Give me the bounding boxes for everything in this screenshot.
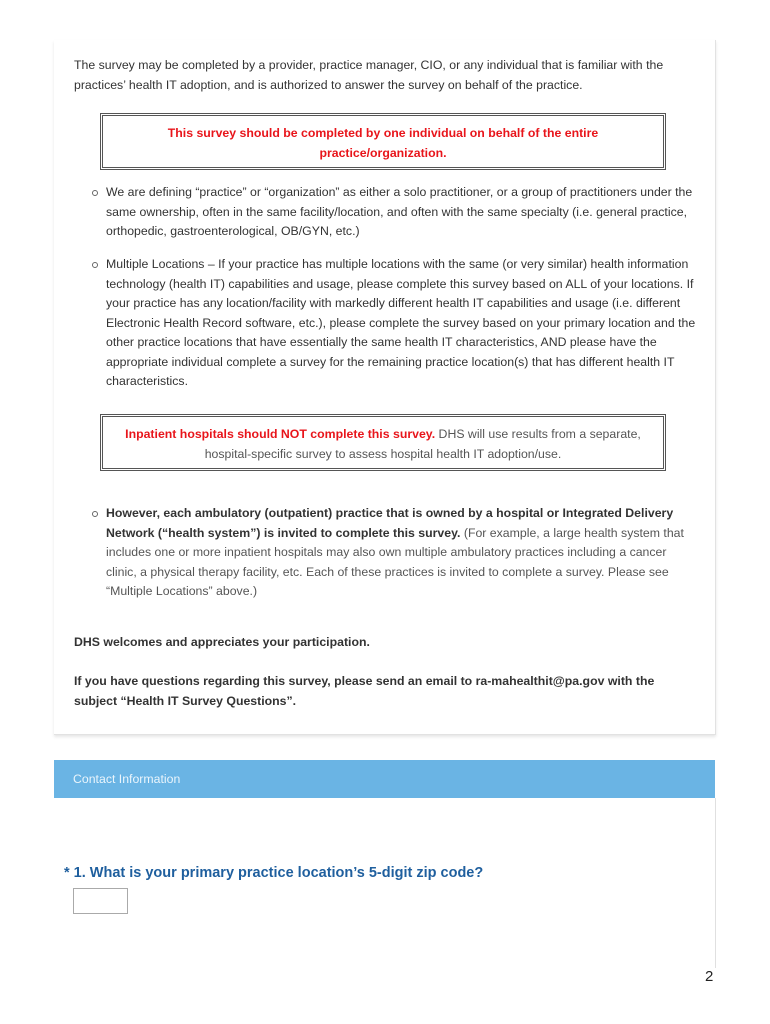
- bullet-icon: [92, 190, 98, 196]
- question-text: 1. What is your primary practice location’s 5-digit zip code?: [73, 865, 484, 881]
- bullet-text: We are defining “practice” or “organization” as either a solo practitioner, or a group of practitioners under the same ownership, often in the same facility/location, and often with the same specialty (i.e. general practice, orthopedic, gastroenterological, OB/GYN, etc.): [106, 185, 693, 238]
- bullet-ambulatory-practice: [106, 504, 700, 602]
- bullet-multiple-locations: [106, 255, 700, 392]
- inpatient-hospital-notice: [100, 414, 666, 471]
- page-number: 2: [705, 968, 714, 985]
- question-zip-code-label: [64, 863, 483, 883]
- contact-email-note: If you have questions regarding this survey, please send an email to ra-mahealthit@pa.gov with the subject “Health IT Survey Questions”.: [74, 674, 655, 708]
- bullet-strong-text: However, each ambulatory (outpatient) practice that is owned by a hospital or Integrated Delivery Network (“health system”) is invited to complete this survey.: [106, 506, 674, 540]
- notice-rest-text: DHS will use results from a separate, hospital-specific survey to assess hospital health IT adoption/use.: [204, 427, 641, 461]
- bullet-text: Multiple Locations – If your practice has multiple locations with the same (or very similar) health information technology (health IT) capabilities and usage, please complete this survey based on ALL of your locations. If your practice has any location/facility with markedly different health IT capabilities and usage (i.e. different Electronic Health Record software, etc.), please complete the survey based on your primary location and the other practice locations that have essentially the same health IT characteristics, AND please have the appropriate individual complete a survey for the remaining practice location(s) that has different health IT characteristics.: [106, 257, 696, 388]
- single-respondent-notice: This survey should be completed by one individual on behalf of the entire practice/organization.: [100, 113, 666, 170]
- required-marker: *: [64, 865, 70, 881]
- intro-card: [54, 40, 716, 735]
- intro-paragraph: The survey may be completed by a provider, practice manager, CIO, or any individual that is familiar with the practices’ health IT adoption, and is authorized to answer the survey on behalf of the practice.: [74, 58, 664, 92]
- bullet-icon: [92, 262, 98, 268]
- notice-strong-text: Inpatient hospitals should NOT complete this survey.: [125, 427, 436, 441]
- bullet-rest-text: (For example, a large health system that includes one or more inpatient hospitals may also own multiple ambulatory practices including a cancer clinic, a physical therapy facility, etc. Each of these practices is invited to complete a survey. Please see “Multiple Locations” above.): [106, 525, 684, 598]
- bullet-icon: [92, 511, 98, 517]
- bullet-practice-definition: [106, 183, 700, 242]
- section-body: [54, 798, 716, 968]
- zip-code-input[interactable]: [73, 888, 128, 914]
- section-header-contact-information: Contact Information: [54, 760, 715, 798]
- welcome-text: DHS welcomes and appreciates your participation.: [74, 635, 370, 649]
